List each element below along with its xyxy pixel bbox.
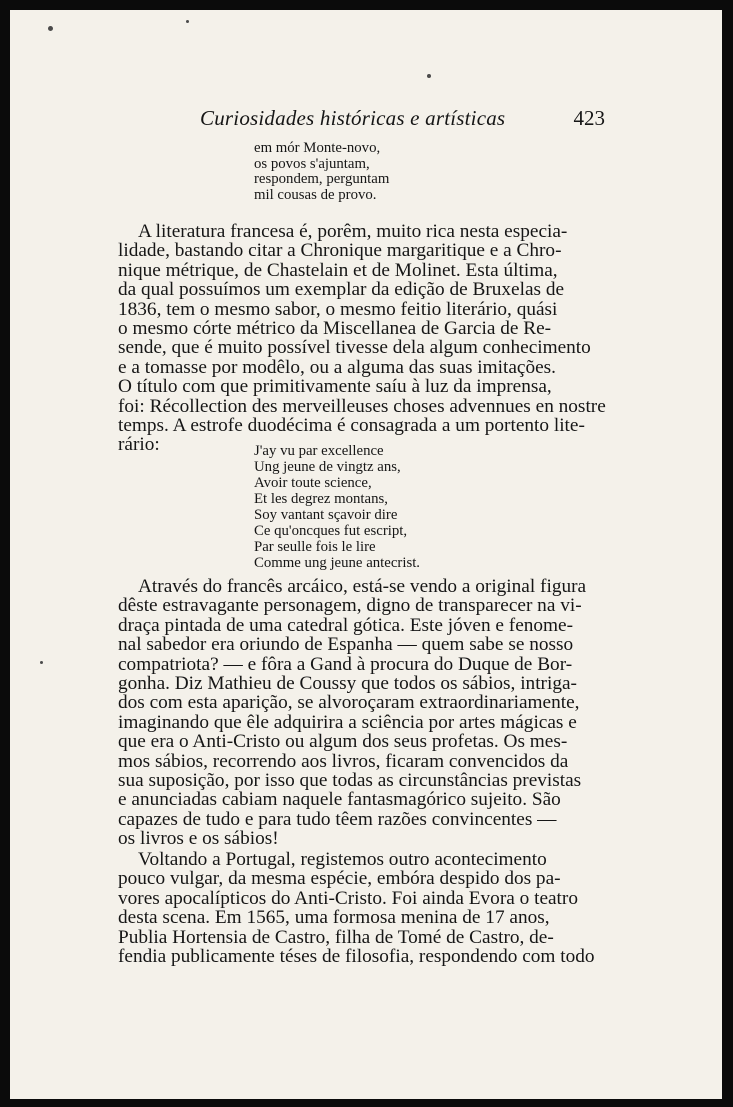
ink-speck <box>427 74 431 78</box>
text-line: O título com que primitivamente saíu à luz da imprensa, <box>118 376 552 398</box>
verse-quotation-portuguese <box>254 141 389 203</box>
text-line: mos sábios, recorrendo aos livros, ficaram convencidos da <box>118 750 569 772</box>
paragraph-publia-hortensia <box>118 850 596 966</box>
verse-line: Ce qu'oncques fut escript, <box>254 523 408 539</box>
text-line: gonha. Diz Mathieu de Coussy que todos os sábios, intriga- <box>118 673 577 695</box>
book-page <box>10 10 722 1099</box>
text-line: fendia publicamente téses de filosofia, respondendo com todo <box>118 946 595 968</box>
paragraph-antichrist-youth <box>118 577 596 849</box>
text-line: dos com esta aparição, se alvoroçaram extraordinariamente, <box>118 692 580 714</box>
verse-line: J'ay vu par excellence <box>254 443 384 459</box>
ink-speck <box>186 20 189 23</box>
verse-line: Soy vantant sçavoir dire <box>254 507 398 523</box>
text-line: draça pintada de uma catedral gótica. Este jóven e fenome- <box>118 614 574 636</box>
verse-line: mil cousas de provo. <box>254 186 377 203</box>
text-line: Através do francês arcáico, está-se vendo a original figura <box>138 576 587 597</box>
text-line: e anunciadas cabiam naquele fantasmagórico sujeito. São <box>118 789 561 811</box>
text-line: sua suposição, por isso que todas as circunstâncias previstas <box>118 770 582 792</box>
verse-line: Avoir toute science, <box>254 475 372 491</box>
text-line: os livros e os sábios! <box>118 828 279 850</box>
text-line: A literatura francesa é, porêm, muito rica nesta especia- <box>138 221 568 242</box>
text-line: o mesmo córte métrico da Miscellanea de Garcia de Re- <box>118 318 552 340</box>
text-line: desta scena. Em 1565, uma formosa menina de 17 anos, <box>118 907 550 929</box>
text-line: Voltando a Portugal, registemos outro acontecimento <box>138 849 547 870</box>
text-line: dêste estravagante personagem, digno de transparecer na vi- <box>118 595 582 617</box>
text-line: imaginando que êle adquirira a sciência por artes mágicas e <box>118 711 577 733</box>
text-line: e a tomasse por modêlo, ou a alguma das suas imitações. <box>118 356 556 378</box>
text-line: da qual possuímos um exemplar da edição de Bruxelas de <box>118 279 565 301</box>
verse-line: os povos s'ajuntam, <box>254 155 370 172</box>
text-line: lidade, bastando citar a Chronique margaritique e a Chro- <box>118 240 562 262</box>
verse-line: Ung jeune de vingtz ans, <box>254 459 401 475</box>
verse-line: em mór Monte-novo, <box>254 140 381 156</box>
verse-line: Par seulle fois le lire <box>254 539 376 555</box>
text-line: Publia Hortensia de Castro, filha de Tomé de Castro, de- <box>118 926 554 948</box>
verse-quotation-french <box>254 443 420 571</box>
page-header <box>10 106 722 136</box>
ink-speck <box>48 26 53 31</box>
verse-line: Et les degrez montans, <box>254 491 388 507</box>
verse-line: Comme ung jeune antecrist. <box>254 555 421 571</box>
text-line: temps. A estrofe duodécima é consagrada a um portento lite- <box>118 415 585 437</box>
text-line: sende, que é muito possível tivesse dela algum conhecimento <box>118 337 591 359</box>
page-number: 423 <box>573 106 605 130</box>
text-line: capazes de tudo e para tudo têem razões convincentes — <box>118 808 557 830</box>
paragraph-french-literature <box>118 221 606 456</box>
text-line: 1836, tem o mesmo sabor, o mesmo feitio literário, quási <box>118 298 558 320</box>
running-head-title: Curiosidades históricas e artísticas <box>200 106 506 130</box>
verse-line: respondem, perguntam <box>254 171 390 187</box>
text-line: pouco vulgar, da mesma espécie, embóra despido dos pa- <box>118 868 561 890</box>
text-line: compatriota? — e fôra a Gand à procura do Duque de Bor- <box>118 653 573 675</box>
text-line: vores apocalípticos do Anti-Cristo. Foi ainda Evora o teatro <box>118 887 578 909</box>
text-line: nal sabedor era oriundo de Espanha — quem sabe se nosso <box>118 634 574 656</box>
text-line: foi: Récollection des merveilleuses choses advennues en nostre <box>118 395 606 417</box>
ink-speck <box>40 661 43 664</box>
text-line: nique métrique, de Chastelain et de Molinet. Esta última, <box>118 259 558 281</box>
text-line: que era o Anti-Cristo ou algum dos seus profetas. Os mes- <box>118 731 568 753</box>
text-line: rário: <box>118 434 160 456</box>
